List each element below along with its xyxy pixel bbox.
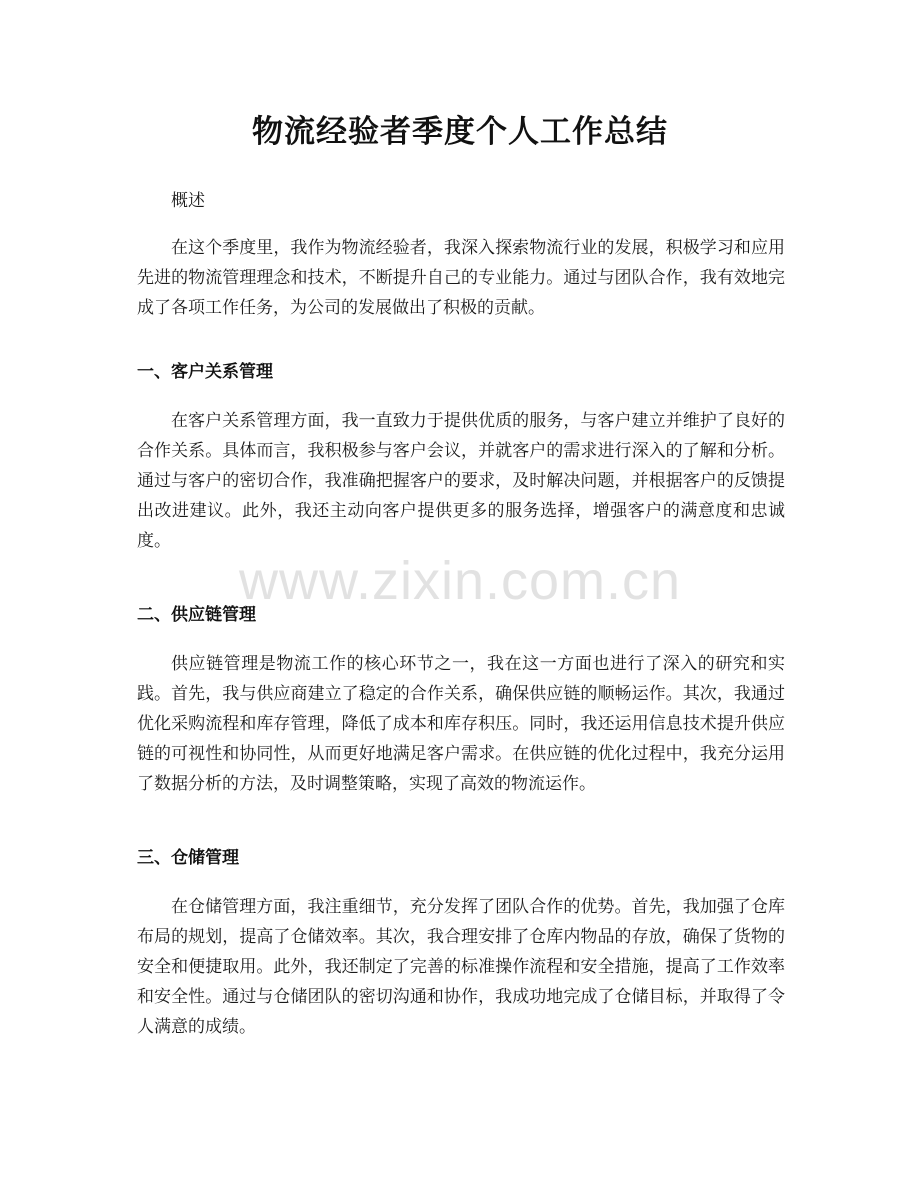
section-heading-warehousing: 三、仓储管理 (137, 848, 239, 868)
section-body-warehousing: 在仓储管理方面，我注重细节，充分发挥了团队合作的优势。首先，我加强了仓库布局的规划，提高了仓储效率。其次，我合理安排了仓库内物品的存放，确保了货物的安全和便捷取用。此外，我还制定了完善的标准操作流程和安全措施，提高了工作效率和安全性。通过与仓储团队的密切沟通和协作，我成功地完成了仓储目标，并取得了令人满意的成绩。 (137, 897, 785, 1037)
section-heading-supply-chain: 二、供应链管理 (137, 605, 256, 625)
overview-paragraph: 在这个季度里，我作为物流经验者，我深入探索物流行业的发展，积极学习和应用先进的物流管理理念和技术，不断提升自己的专业能力。通过与团队合作，我有效地完成了各项工作任务，为公司的发展做出了积极的贡献。 (137, 238, 785, 318)
section-body-supply-chain: 供应链管理是物流工作的核心环节之一，我在这一方面也进行了深入的研究和实践。首先，我与供应商建立了稳定的合作关系，确保供应链的顺畅运作。其次，我通过优化采购流程和库存管理，降低了成本和库存积压。同时，我还运用信息技术提升供应链的可视性和协同性，从而更好地满足客户需求。在供应链的优化过程中，我充分运用了数据分析的方法，及时调整策略，实现了高效的物流运作。 (137, 654, 785, 794)
section-body-customer-relations: 在客户关系管理方面，我一直致力于提供优质的服务，与客户建立并维护了良好的合作关系。具体而言，我积极参与客户会议，并就客户的需求进行深入的了解和分析。通过与客户的密切合作，我准确把握客户的要求，及时解决问题，并根据客户的反馈提出改进建议。此外，我还主动向客户提供更多的服务选择，增强客户的满意度和忠诚度。 (137, 411, 785, 551)
watermark: www.zixin.com.cn (238, 551, 682, 611)
overview-label: 概述 (171, 191, 205, 211)
document-title: 物流经验者季度个人工作总结 (252, 114, 668, 150)
section-heading-customer-relations: 一、客户关系管理 (137, 362, 273, 382)
